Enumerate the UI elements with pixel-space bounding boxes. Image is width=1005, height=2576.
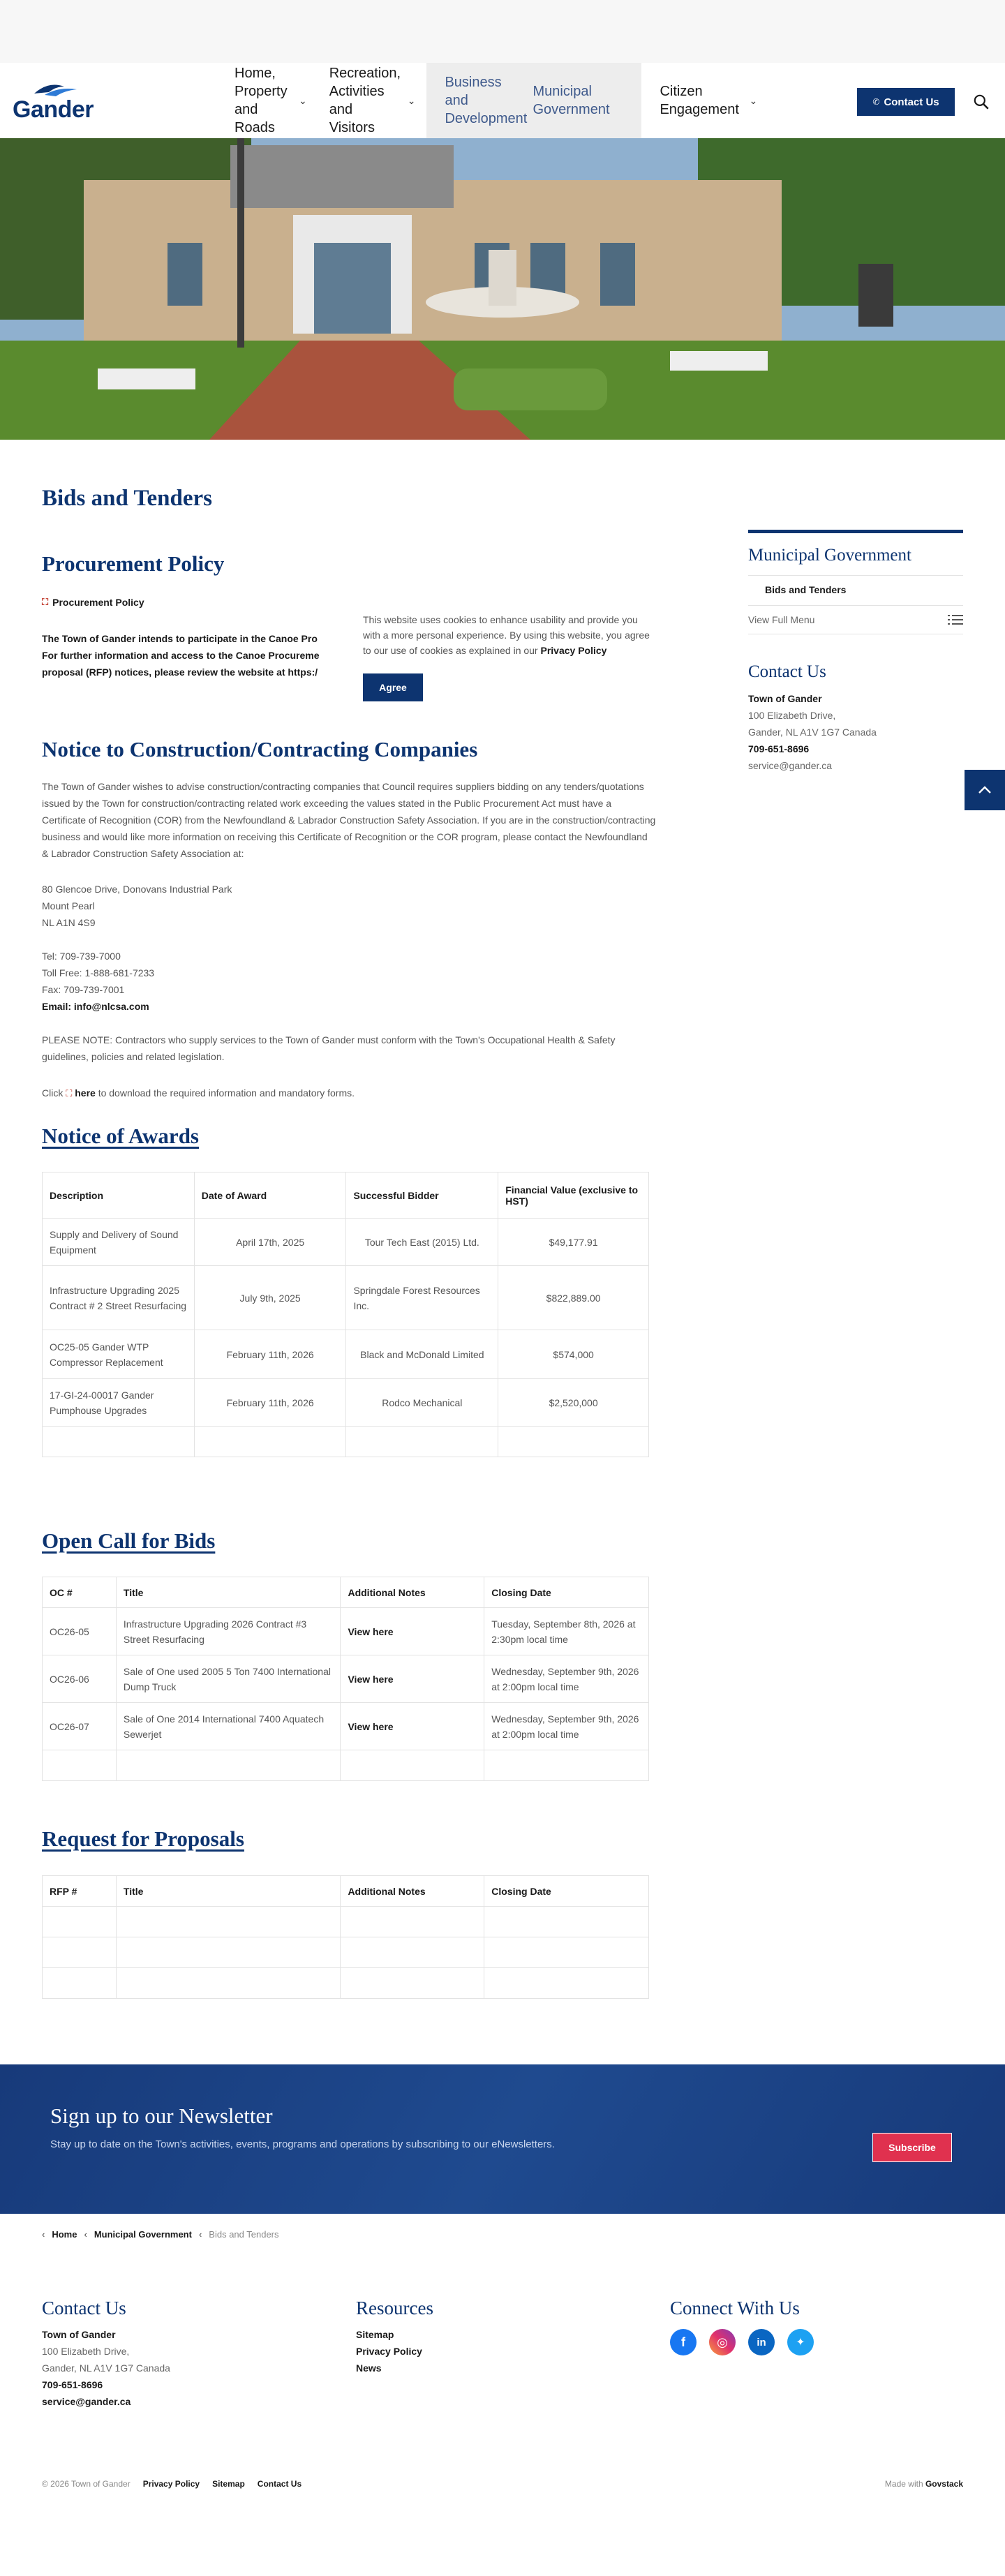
table-cell: April 17th, 2025	[194, 1219, 346, 1266]
footer-link-sitemap[interactable]: Sitemap	[356, 2329, 394, 2340]
table-cell: Rodco Mechanical	[346, 1379, 498, 1427]
table-header: Additional Notes	[341, 1577, 484, 1608]
address-line: NL A1N 4S9	[42, 917, 96, 928]
procurement-policy-title: Procurement Policy	[42, 551, 225, 576]
nav-business-development[interactable]	[426, 63, 533, 138]
newsletter-section	[0, 2064, 1005, 2214]
table-cell: Supply and Delivery of Sound Equipment	[43, 1219, 195, 1266]
table-cell: Sale of One 2014 International 7400 Aquatech Sewerjet	[116, 1703, 341, 1750]
tollfree-line: Toll Free: 1-888-681-7233	[42, 967, 155, 978]
bottom-link-privacy[interactable]: Privacy Policy	[142, 2479, 200, 2489]
table-header: Description	[43, 1172, 195, 1219]
email-label: Email:	[42, 1001, 72, 1012]
table-row	[43, 1608, 649, 1655]
notice-of-awards-title[interactable]: Notice of Awards	[42, 1124, 199, 1148]
table-cell: Black and McDonald Limited	[346, 1330, 498, 1379]
agree-button[interactable]: Agree	[363, 673, 423, 701]
bottom-link-contact[interactable]: Contact Us	[257, 2479, 302, 2489]
site-logo[interactable]	[13, 82, 103, 123]
table-header: Closing Date	[484, 1577, 649, 1608]
nav-label: Recreation, Activities and Visitors	[329, 66, 401, 135]
table-cell: February 11th, 2026	[194, 1379, 346, 1427]
nav-label: Municipal Government	[533, 84, 610, 117]
nav-label: Home, Property and Roads	[234, 66, 288, 135]
open-call-title[interactable]: Open Call for Bids	[42, 1528, 216, 1553]
open-call-table	[42, 1577, 649, 1781]
table-header-row	[43, 1876, 649, 1907]
table-header: Date of Award	[194, 1172, 346, 1219]
chevron-left-icon: ‹	[42, 2229, 45, 2240]
newsletter-description: Stay up to date on the Town's activities, events, programs and operations by subscribing to our eNewsletters.	[50, 2138, 555, 2150]
chevron-down-icon: ⌄	[749, 95, 758, 106]
nav-citizen-engagement[interactable]	[641, 63, 768, 138]
back-to-top-button[interactable]	[965, 770, 1005, 810]
table-row	[43, 1266, 649, 1330]
table-header: Additional Notes	[341, 1876, 484, 1907]
logo-text: Gander	[13, 96, 94, 123]
table-row	[43, 1330, 649, 1379]
table-cell: Tuesday, September 8th, 2026 at 2:30pm local time	[484, 1608, 649, 1655]
pdf-link-label: Procurement Policy	[52, 597, 144, 608]
footer-link-news[interactable]: News	[356, 2362, 382, 2374]
sidebar-contact-title: Contact Us	[748, 662, 826, 681]
chevron-up-icon	[978, 786, 992, 794]
table-row-empty	[43, 1968, 649, 1999]
footer-link-privacy-policy[interactable]: Privacy Policy	[356, 2346, 422, 2357]
footer-bottom-bar	[42, 2479, 963, 2489]
sidebar-accent-bar	[748, 530, 963, 533]
table-cell: OC25-05 Gander WTP Compressor Replacement	[43, 1330, 195, 1379]
table-cell: Infrastructure Upgrading 2025 Contract # 2 Street Resurfacing	[43, 1266, 195, 1330]
sidebar-phone[interactable]: 709-651-8696	[748, 743, 810, 754]
breadcrumb-current: Bids and Tenders	[209, 2229, 279, 2240]
newsletter-title: Sign up to our Newsletter	[50, 2104, 273, 2128]
nav-label: Business and Development	[445, 75, 528, 126]
nav-home-property-roads[interactable]	[223, 63, 318, 138]
sidebar-email[interactable]: service@gander.ca	[748, 760, 833, 771]
canoe-procurement-paragraph	[42, 630, 342, 680]
view-here-link[interactable]: View here	[341, 1655, 484, 1703]
made-with-label: Made with	[884, 2479, 923, 2489]
footer-address: Gander, NL A1V 1G7 Canada	[42, 2362, 170, 2374]
nlcsa-email-link[interactable]: info@nlcsa.com	[73, 1001, 149, 1012]
footer-email[interactable]: service@gander.ca	[42, 2396, 131, 2407]
para-line: For further information and access to the Canoe Procureme	[42, 650, 320, 661]
table-header: Closing Date	[484, 1876, 649, 1907]
table-cell: Springdale Forest Resources Inc.	[346, 1266, 498, 1330]
nav-recreation[interactable]	[318, 63, 427, 138]
nav-municipal-government[interactable]	[533, 63, 641, 138]
table-cell: Sale of One used 2005 5 Ton 7400 International Dump Truck	[116, 1655, 341, 1703]
footer-contact	[42, 2298, 170, 2410]
chevron-down-icon: ⌄	[407, 95, 416, 106]
table-row	[43, 1219, 649, 1266]
sidebar-org: Town of Gander	[748, 693, 822, 704]
facebook-icon[interactable]: f	[670, 2329, 697, 2355]
govstack-link[interactable]: Govstack	[925, 2479, 963, 2489]
table-cell: $2,520,000	[498, 1379, 649, 1427]
address-line: 80 Glencoe Drive, Donovans Industrial Park	[42, 884, 232, 895]
made-with	[885, 2479, 963, 2489]
table-header: Title	[116, 1876, 341, 1907]
privacy-policy-link[interactable]: Privacy Policy	[540, 645, 607, 656]
table-header-row	[43, 1577, 649, 1608]
footer-connect-title: Connect With Us	[670, 2298, 800, 2318]
chevron-left-icon: ‹	[198, 2229, 202, 2240]
table-cell: Tour Tech East (2015) Ltd.	[346, 1219, 498, 1266]
cookie-message: This website uses cookies to enhance usability and provide you with a more personal experience. By using this website, you agree to our use of cookies as explained in our	[363, 614, 650, 656]
chevron-down-icon: ⌄	[299, 95, 307, 106]
sidebar-title[interactable]: Municipal Government	[748, 546, 963, 576]
linkedin-icon[interactable]: in	[748, 2329, 775, 2355]
download-forms-line	[42, 1085, 656, 1102]
table-header: OC #	[43, 1577, 117, 1608]
para-line: proposal (RFP) notices, please review the website at https:/	[42, 667, 318, 678]
list-menu-icon	[948, 614, 963, 625]
rfp-title[interactable]: Request for Proposals	[42, 1826, 244, 1851]
bottom-link-sitemap[interactable]: Sitemap	[212, 2479, 245, 2489]
download-forms-link[interactable]: here	[75, 1087, 96, 1099]
sidebar-address: 100 Elizabeth Drive,	[748, 710, 836, 721]
table-row-empty	[43, 1750, 649, 1781]
nlcsa-address	[42, 881, 656, 931]
footer-contact-title: Contact Us	[42, 2298, 126, 2318]
footer-org: Town of Gander	[42, 2329, 116, 2340]
table-row	[43, 1655, 649, 1703]
procurement-policy-pdf-link[interactable]	[42, 597, 144, 608]
table-cell: OC26-07	[43, 1703, 117, 1750]
chevron-left-icon: ‹	[84, 2229, 87, 2240]
rfp-table	[42, 1875, 649, 1999]
table-row-empty	[43, 1427, 649, 1457]
table-cell: 17-GI-24-00017 Gander Pumphouse Upgrades	[43, 1379, 195, 1427]
table-cell: February 11th, 2026	[194, 1330, 346, 1379]
fax-line: Fax: 709-739-7001	[42, 984, 125, 995]
table-cell: July 9th, 2025	[194, 1266, 346, 1330]
pdf-icon: ⛶	[42, 597, 49, 607]
view-full-menu[interactable]	[748, 606, 963, 634]
table-cell: Infrastructure Upgrading 2026 Contract #3 Street Resurfacing	[116, 1608, 341, 1655]
main-nav	[0, 63, 1005, 138]
table-row	[43, 1703, 649, 1750]
para-line: The Town of Gander intends to participate in the Canoe Pro	[42, 633, 318, 644]
click-suffix: to download the required information and mandatory forms.	[98, 1087, 355, 1099]
table-cell: $822,889.00	[498, 1266, 649, 1330]
table-cell: $574,000	[498, 1330, 649, 1379]
sidebar-item-bids-tenders[interactable]: Bids and Tenders	[748, 576, 963, 606]
table-header: RFP #	[43, 1876, 117, 1907]
phone-line: Tel: 709-739-7000	[42, 951, 121, 962]
logo-bird-icon	[31, 80, 80, 98]
table-header: Financial Value (exclusive to HST)	[498, 1172, 649, 1219]
ohs-note: PLEASE NOTE: Contractors who supply services to the Town of Gander must conform with the Town's Occupational Health & Safety guidelines, policies and related legislation.	[42, 1034, 616, 1062]
footer-resources-title: Resources	[356, 2298, 433, 2318]
contact-button-label: Contact Us	[884, 96, 939, 108]
sidebar	[748, 530, 963, 774]
view-full-menu-label: View Full Menu	[748, 614, 815, 625]
view-here-link[interactable]: View here	[341, 1608, 484, 1655]
footer-resources	[356, 2298, 433, 2376]
chat-icon: ✆	[872, 97, 880, 107]
table-header: Successful Bidder	[346, 1172, 498, 1219]
breadcrumb-municipal-government[interactable]: Municipal Government	[94, 2229, 192, 2240]
footer-address: 100 Elizabeth Drive,	[42, 2346, 130, 2357]
table-row	[43, 1379, 649, 1427]
address-line: Mount Pearl	[42, 900, 95, 911]
notice-construction-title: Notice to Construction/Contracting Companies	[42, 737, 478, 761]
instagram-icon[interactable]: ◎	[709, 2329, 736, 2355]
top-bar	[0, 0, 1005, 63]
notice-paragraph: The Town of Gander wishes to advise construction/contracting companies that Council requires suppliers bidding on any tenders/quotations issued by the Town for construction/contracting related work exceeding the values stated in the Public Procurement Act must have a Certificate of Recognition (COR) from the Newfoundland & Labrador Construction Safety Association. If you are in the construction/contracting business and would like more information on receiving this Certificate of Recognition or the COR program, please contact the Newfoundland & Labrador Construction Safety Association at:	[42, 781, 656, 859]
table-row-empty	[43, 1937, 649, 1968]
table-cell: Wednesday, September 9th, 2026 at 2:00pm local time	[484, 1703, 649, 1750]
subscribe-button[interactable]: Subscribe	[872, 2133, 952, 2162]
copyright: © 2026 Town of Gander	[42, 2479, 131, 2489]
sidebar-address: Gander, NL A1V 1G7 Canada	[748, 727, 877, 738]
table-cell: Wednesday, September 9th, 2026 at 2:00pm local time	[484, 1655, 649, 1703]
table-row-empty	[43, 1907, 649, 1937]
twitter-icon[interactable]: ✦	[787, 2329, 814, 2355]
town-hall-photo	[0, 138, 1005, 440]
table-cell: $49,177.91	[498, 1219, 649, 1266]
awards-table	[42, 1172, 649, 1457]
pdf-icon: ⛶	[66, 1088, 73, 1099]
table-cell: OC26-05	[43, 1608, 117, 1655]
cookie-banner	[342, 604, 684, 710]
nlcsa-contact	[42, 948, 656, 1015]
click-prefix: Click	[42, 1087, 64, 1099]
table-header: Title	[116, 1577, 341, 1608]
search-icon[interactable]	[972, 93, 990, 111]
footer-connect	[670, 2298, 814, 2355]
page-title: Bids and Tenders	[42, 486, 212, 511]
table-header-row	[43, 1172, 649, 1219]
table-cell: OC26-06	[43, 1655, 117, 1703]
hero-image	[0, 138, 1005, 440]
contact-us-button[interactable]	[857, 88, 955, 116]
view-here-link[interactable]: View here	[341, 1703, 484, 1750]
footer-phone[interactable]: 709-651-8696	[42, 2379, 103, 2390]
cookie-text	[363, 612, 656, 658]
breadcrumb-home[interactable]: Home	[52, 2229, 77, 2240]
nav-label: Citizen Engagement	[660, 84, 739, 117]
breadcrumb	[42, 2229, 279, 2240]
